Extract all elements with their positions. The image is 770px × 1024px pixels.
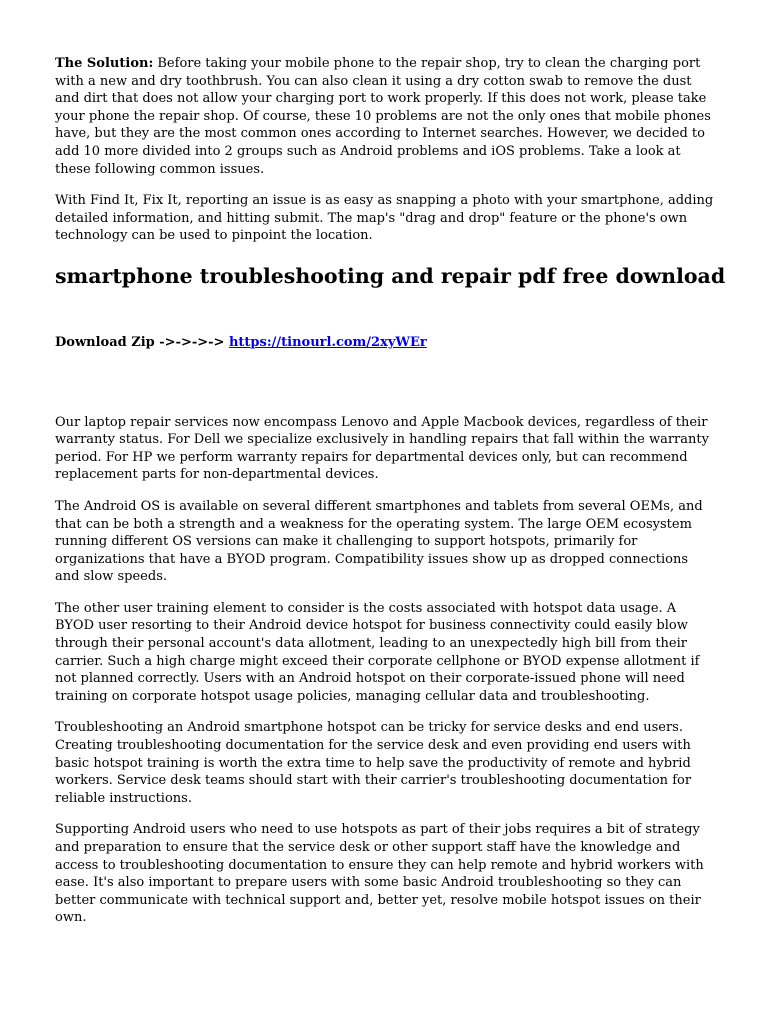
download-label: Download Zip ->->->-> xyxy=(55,334,229,350)
find-it-paragraph: With Find It, Fix It, reporting an issue is as easy as snapping a photo with your smartphone, adding detailed information, and hitting submit. The map's "drag and drop" feature or the phone's own technology can be used to pinpoint the location. xyxy=(55,193,714,244)
download-line xyxy=(55,334,715,352)
hotspot-troubleshooting-paragraph: Troubleshooting an Android smartphone hotspot can be tricky for service desks and end users. Creating troubleshooting documentation for the service desk and even providing end users with basic hotspot training is worth the extra time to help save the productivity of remote and hybrid workers. Service desk teams should start with their carrier's troubleshooting documentation for reliable instructions. xyxy=(55,720,692,806)
download-link[interactable]: https://tinourl.com/2xyWEr xyxy=(228,334,427,350)
hotspot-costs-paragraph: The other user training element to consider is the costs associated with hotspot data usage. A BYOD user resorting to their Android device hotspot for business connectivity could easily blow through their personal account's data allotment, leading to an unexpectedly high bill from their carrier. Such a high charge might exceed their corporate cellphone or BYOD expense allotment if not planned correctly. Users with an Android hotspot on their corporate-issued phone will need training on corporate hotspot usage policies, managing cellular data and troubleshooting. xyxy=(55,600,700,704)
document-page xyxy=(55,55,726,941)
laptop-repair-paragraph: Our laptop repair services now encompass Lenovo and Apple Macbook devices, regardless of their warranty status. For Dell we specialize exclusively in handling repairs that fall within the warranty period. For HP we perform warranty repairs for departmental devices only, but can recommend replacement parts for non-departmental devices. xyxy=(55,414,709,483)
solution-label: The Solution: xyxy=(55,56,154,71)
android-os-paragraph: The Android OS is available on several different smartphones and tablets from several OEMs, and that can be both a strength and a weakness for the operating system. The large OEM ecosystem running different OS versions can make it challenging to support hotspots, primarily for organizations that have a BYOD program. Compatibility issues show up as dropped connections and slow speeds. xyxy=(55,498,703,585)
solution-text: Before taking your mobile phone to the repair shop, try to clean the charging port with a new and dry toothbrush. You can also clean it using a dry cotton swab to remove the dust and dirt that does not allow your charging port to work properly. If this does not work, please take your phone the repair shop. Of course, these 10 problems are not the only ones that mobile phones have, but they are the most common ones according to Internet searches. However, we decided to add 10 more divided into 2 groups such as Android problems and iOS problems. Take a look at these following common issues. xyxy=(55,56,711,177)
blank-spacer xyxy=(55,352,715,414)
supporting-android-paragraph: Supporting Android users who need to use hotspots as part of their jobs requires a bit of strategy and preparation to ensure that the service desk or other support staff have the knowledge and access to troubleshooting documentation to ensure they can help remote and hybrid workers with ease. It's also important to prepare users with some basic Android troubleshooting so they can better communicate with technical support and, better yet, resolve mobile hotspot issues on their own. xyxy=(55,822,704,926)
page-heading: smartphone troubleshooting and repair pdf free download xyxy=(55,263,726,288)
solution-paragraph xyxy=(55,55,715,178)
